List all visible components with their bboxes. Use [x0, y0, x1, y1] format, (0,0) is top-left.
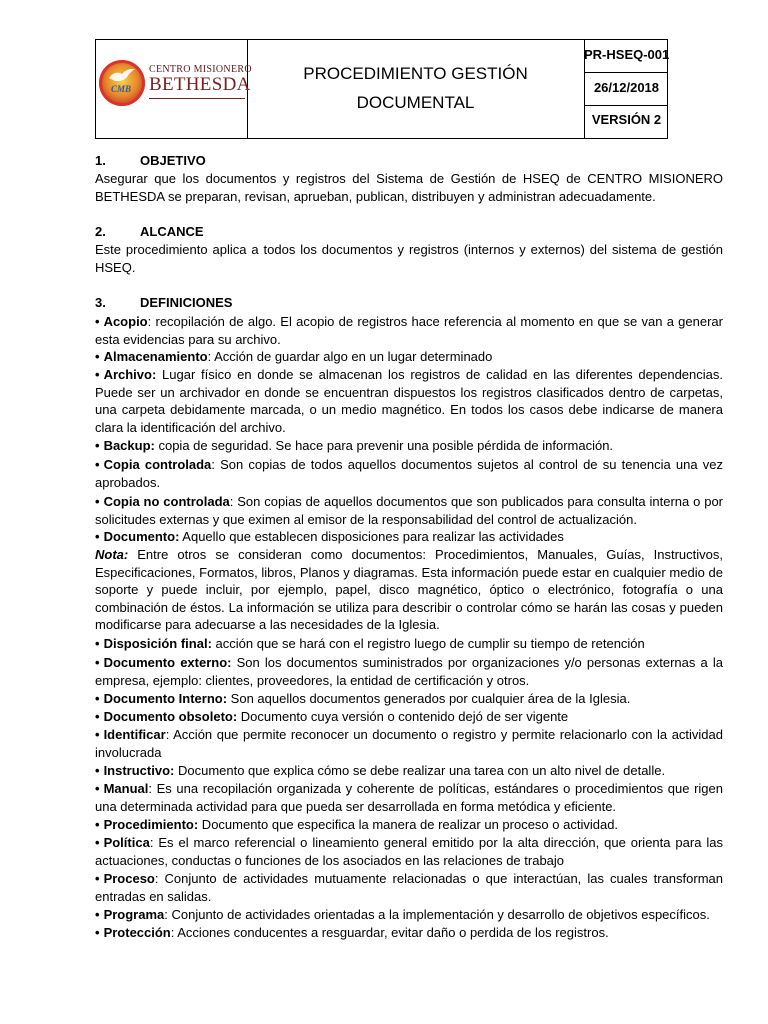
section-number: 2. — [95, 224, 106, 239]
definition-term: Proceso — [103, 871, 155, 886]
definition-text: acción que se hará con el registro luego de cumplir su tiempo de retención — [211, 636, 645, 651]
logo-text-top: CENTRO MISIONERO — [149, 64, 252, 75]
definition-item: • Identificar: Acción que permite reconocer un documento o registro y permite relacionarlo con la actividad involucrada — [95, 727, 723, 760]
definition-term: Copia no controlada — [103, 494, 230, 509]
section-number: 3. — [95, 295, 106, 310]
definition-term: Documento Interno: — [103, 691, 228, 706]
definition-term: Procedimiento: — [103, 817, 199, 832]
definition-text: : Acciones conducentes a resguardar, evitar daño o perdida de los registros. — [170, 925, 609, 940]
definition-term: Disposición final: — [103, 636, 212, 651]
definition-text: : Conjunto de actividades orientadas a la implementación y desarrollo de objetivos específicos. — [164, 907, 710, 922]
definition-item: • Manual: Es una recopilación organizada y coherente de políticas, estándares o procedimientos que rigen una determinada actividad para que pueda ser desarrollada en forma metódica y eficiente. — [95, 781, 723, 814]
definition-term: Documento: — [103, 529, 180, 544]
definition-term: Almacenamiento — [103, 349, 208, 364]
definition-text: Son los documentos suministrados por organizaciones y/o personas externas a la empresa, ejemplo: clientes, proveedores, la entidad de certificación y otros. — [95, 655, 724, 688]
definition-term: Copia controlada — [103, 457, 212, 472]
definition-term: Manual — [103, 781, 149, 796]
document-code: PR-HSEQ-001 — [584, 47, 670, 62]
definition-term: Documento obsoleto: — [103, 709, 238, 724]
document-header-table — [95, 39, 668, 139]
definition-item: • Copia no controlada: Son copias de aquellos documentos que son publicados para consulta interna o por solicitudes externas y que eximen al emisor de la responsabilidad del control de actualización. — [95, 494, 724, 527]
definition-text: : Son copias de aquellos documentos que son publicados para consulta interna o por solicitudes externas y que eximen al emisor de la responsabilidad del control de actualización. — [95, 494, 724, 527]
definition-text: : Acción que permite reconocer un documento o registro y permite relacionarlo con la actividad involucrada — [95, 727, 723, 760]
definition-text: : Acción de guardar algo en un lugar determinado — [207, 349, 493, 364]
section-heading-objetivo — [95, 153, 206, 168]
definition-term: Acopio — [103, 314, 148, 329]
definition-term: Documento externo: — [103, 655, 232, 670]
section-number: 1. — [95, 153, 106, 168]
definition-item: • Documento: Aquello que establecen disposiciones para realizar las actividades — [95, 529, 564, 544]
definition-term: Instructivo: — [103, 763, 175, 778]
definition-item: • Documento externo: Son los documentos suministrados por organizaciones y/o personas externas a la empresa, ejemplo: clientes, proveedores, la entidad de certificación y otros. — [95, 655, 724, 688]
definition-text: Lugar físico en donde se almacenan los registros de calidad en las diferentes dependencias. Puede ser un archivador en donde se encuentran dispuestos los registros clasificados dentro de carpetas, una carpeta debidamente marcada, o un medio magnético. En todos los casos debe indicarse de manera clara la identificación del archivo. — [95, 367, 723, 435]
definition-item: • Archivo: Lugar físico en donde se almacenan los registros de calidad en las diferentes dependencias. Puede ser un archivador en donde se encuentran dispuestos los registros clasificados dentro de carpetas, una carpeta debidamente marcada, o un medio magnético. En todos los casos debe indicarse de manera clara la identificación del archivo. — [95, 367, 723, 435]
definition-text: Documento que explica cómo se debe realizar una tarea con un alto nivel de detalle. — [174, 763, 666, 778]
definition-text: Documento que especifica la manera de realizar un proceso o actividad. — [198, 817, 619, 832]
header-divider — [584, 72, 667, 73]
note-text: Entre otros se consideran como documentos: Procedimientos, Manuales, Guías, Instructivos, Especificaciones, Formatos, libros, Planos y diagramas. Esta información puede estar en cualquier medio de soporte y puede incluir, por ejemplo, papel, disco magnético, óptico o electrónico, fotografía o una combinación de éstos. La información se utiliza para describir o controlar cómo se harán las cosas y pueden modificarse para adecuarse a las necesidades de la Iglesia. — [95, 547, 723, 632]
definition-item: • Política: Es el marco referencial o lineamiento general emitido por la alta dirección, que orienta para las actuaciones, conductas o funciones de los asociados en las relaciones de trabajo — [95, 835, 723, 868]
document-title-line2: DOCUMENTAL — [356, 93, 475, 112]
definition-term: Programa — [103, 907, 165, 922]
document-date: 26/12/2018 — [593, 80, 660, 95]
definition-term: Identificar — [103, 727, 166, 742]
section-heading-definiciones — [95, 295, 232, 310]
definition-text: : Es el marco referencial o lineamiento general emitido por la alta dirección, que orienta para las actuaciones, conductas o funciones de los asociados en las relaciones de trabajo — [95, 835, 723, 868]
definition-text: Aquello que establecen disposiciones para realizar las actividades — [179, 529, 564, 544]
definition-term: Archivo: — [103, 367, 157, 382]
definition-term: Backup: — [103, 438, 155, 453]
section-title: ALCANCE — [140, 224, 204, 239]
section-title: DEFINICIONES — [140, 295, 233, 310]
definition-item: • Almacenamiento: Acción de guardar algo en un lugar determinado — [95, 349, 493, 364]
definition-text: : Son copias de todos aquellos documentos sujetos al control de su tenencia una vez aprobados. — [95, 457, 723, 490]
definition-note — [95, 546, 723, 634]
logo-text-main: BETHESDA — [149, 74, 251, 95]
section-text-alcance: Este procedimiento aplica a todos los documentos y registros (internos y externos) del sistema de gestión HSEQ. — [95, 242, 723, 275]
definition-text: Documento cuya versión o contenido dejó de ser vigente — [237, 709, 569, 724]
definition-item: • Copia controlada: Son copias de todos aquellos documentos sujetos al control de su tenencia una vez aprobados. — [95, 457, 723, 490]
organization-logo — [97, 48, 252, 134]
logo-underline — [149, 98, 245, 99]
definition-item: • Documento obsoleto: Documento cuya versión o contenido dejó de ser vigente — [95, 709, 569, 724]
definition-item: • Documento Interno: Son aquellos documentos generados por cualquier área de la Iglesia. — [95, 691, 631, 706]
definition-text: : Es una recopilación organizada y coherente de políticas, estándares o procedimientos que rigen una determinada actividad para que pueda ser desarrollada en forma metódica y eficiente. — [95, 781, 723, 814]
note-label: Nota: — [95, 547, 129, 562]
definition-item: • Disposición final: acción que se hará con el registro luego de cumplir su tiempo de retención — [95, 636, 645, 651]
logo-badge-text: CMB — [111, 84, 132, 94]
dove-icon — [107, 66, 137, 86]
definition-item: • Backup: copia de seguridad. Se hace para prevenir una posible pérdida de información. — [95, 438, 614, 453]
header-divider — [584, 105, 667, 106]
definition-text: : recopilación de algo. El acopio de registros hace referencia al momento en que se van a generar esta evidencias para su archivo. — [95, 314, 723, 347]
definition-term: Protección — [103, 925, 171, 940]
definition-text: Son aquellos documentos generados por cualquier área de la Iglesia. — [227, 691, 631, 706]
document-title-line1: PROCEDIMIENTO GESTIÓN — [303, 64, 528, 83]
definition-item: • Programa: Conjunto de actividades orientadas a la implementación y desarrollo de objetivos específicos. — [95, 907, 710, 922]
definition-item: • Proceso: Conjunto de actividades mutuamente relacionadas o que interactúan, las cuales transforman entradas en salidas. — [95, 871, 723, 904]
definition-text: copia de seguridad. Se hace para prevenir una posible pérdida de información. — [154, 438, 614, 453]
definition-item: • Procedimiento: Documento que especifica la manera de realizar un proceso o actividad. — [95, 817, 619, 832]
section-text-objetivo: Asegurar que los documentos y registros del Sistema de Gestión de HSEQ de CENTRO MISIONERO BETHESDA se preparan, revisan, aprueban, publican, distribuyen y administran adecuadamente. — [95, 171, 723, 204]
definition-item: • Protección: Acciones conducentes a resguardar, evitar daño o perdida de los registros. — [95, 925, 609, 940]
section-title: OBJETIVO — [140, 153, 206, 168]
definition-text: : Conjunto de actividades mutuamente relacionadas o que interactúan, las cuales transforman entradas en salidas. — [95, 871, 723, 904]
definition-item: • Acopio: recopilación de algo. El acopio de registros hace referencia al momento en que se van a generar esta evidencias para su archivo. — [95, 314, 723, 347]
section-heading-alcance — [95, 224, 204, 239]
document-version: VERSIÓN 2 — [591, 112, 662, 127]
definition-term: Política — [103, 835, 150, 850]
definition-item: • Instructivo: Documento que explica cómo se debe realizar una tarea con un alto nivel de detalle. — [95, 763, 666, 778]
